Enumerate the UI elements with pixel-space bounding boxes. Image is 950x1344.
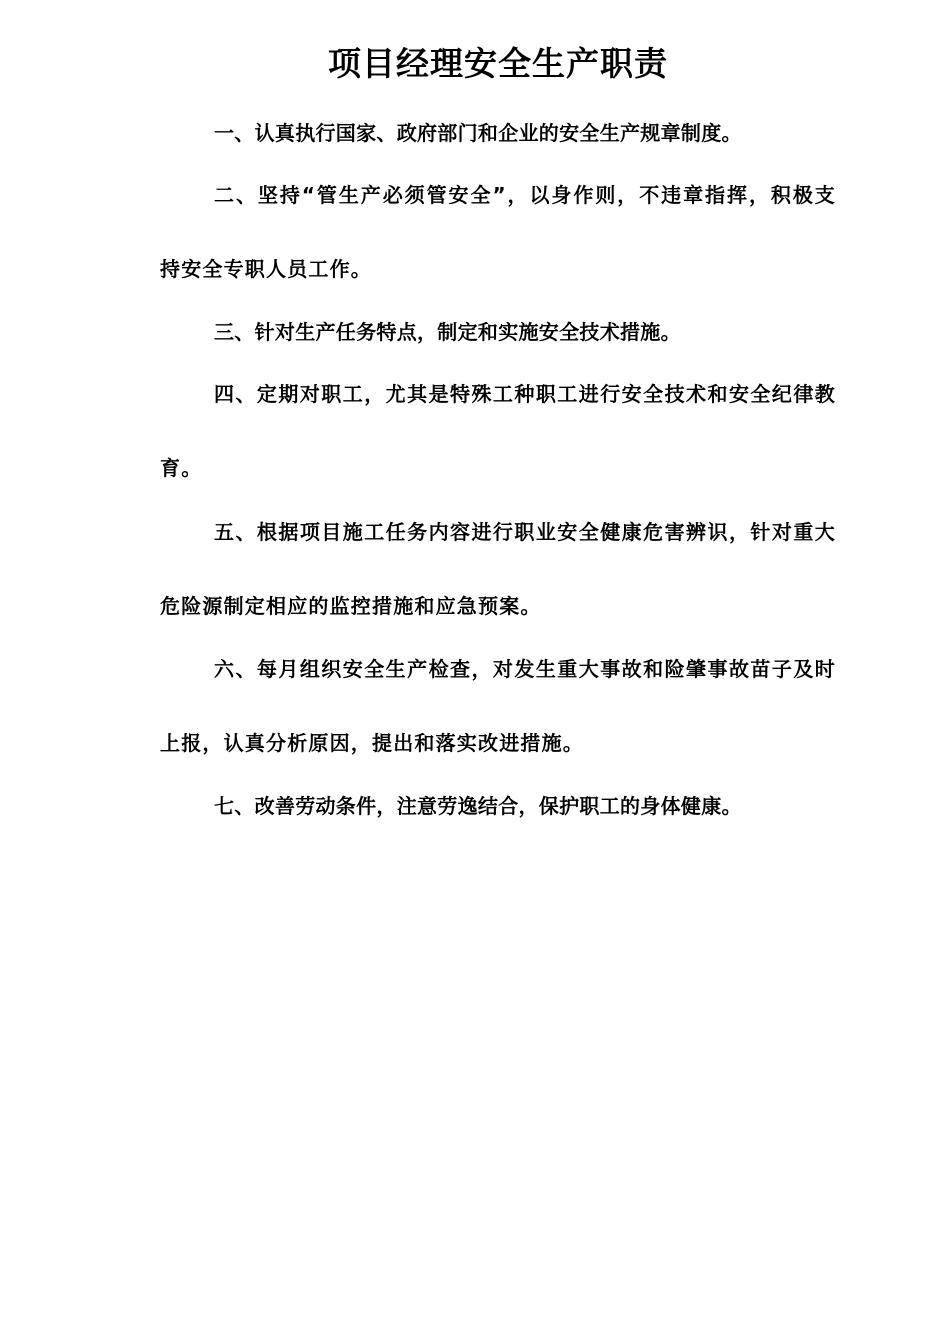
document-title: 项目经理安全生产职责 — [328, 44, 668, 83]
clause-5: 五、根据项目施工任务内容进行职业安全健康危害辨识，针对重大危险源制定相应的监控措施和应急预案。 — [160, 520, 836, 618]
clause-4: 四、定期对职工，尤其是特殊工种职工进行安全技术和安全纪律教育。 — [160, 382, 836, 480]
clause-1: 一、认真执行国家、政府部门和企业的安全生产规章制度。 — [214, 121, 742, 145]
clause-2: 二、坚持“管生产必须管安全”，以身作则，不违章指挥，积极支持安全专职人员工作。 — [160, 183, 836, 281]
clause-7: 七、改善劳动条件，注意劳逸结合，保护职工的身体健康。 — [214, 794, 742, 818]
clause-6: 六、每月组织安全生产检查，对发生重大事故和险肇事故苗子及时上报，认真分析原因，提出和落实改进措施。 — [160, 657, 836, 755]
clause-3: 三、针对生产任务特点，制定和实施安全技术措施。 — [214, 320, 681, 344]
